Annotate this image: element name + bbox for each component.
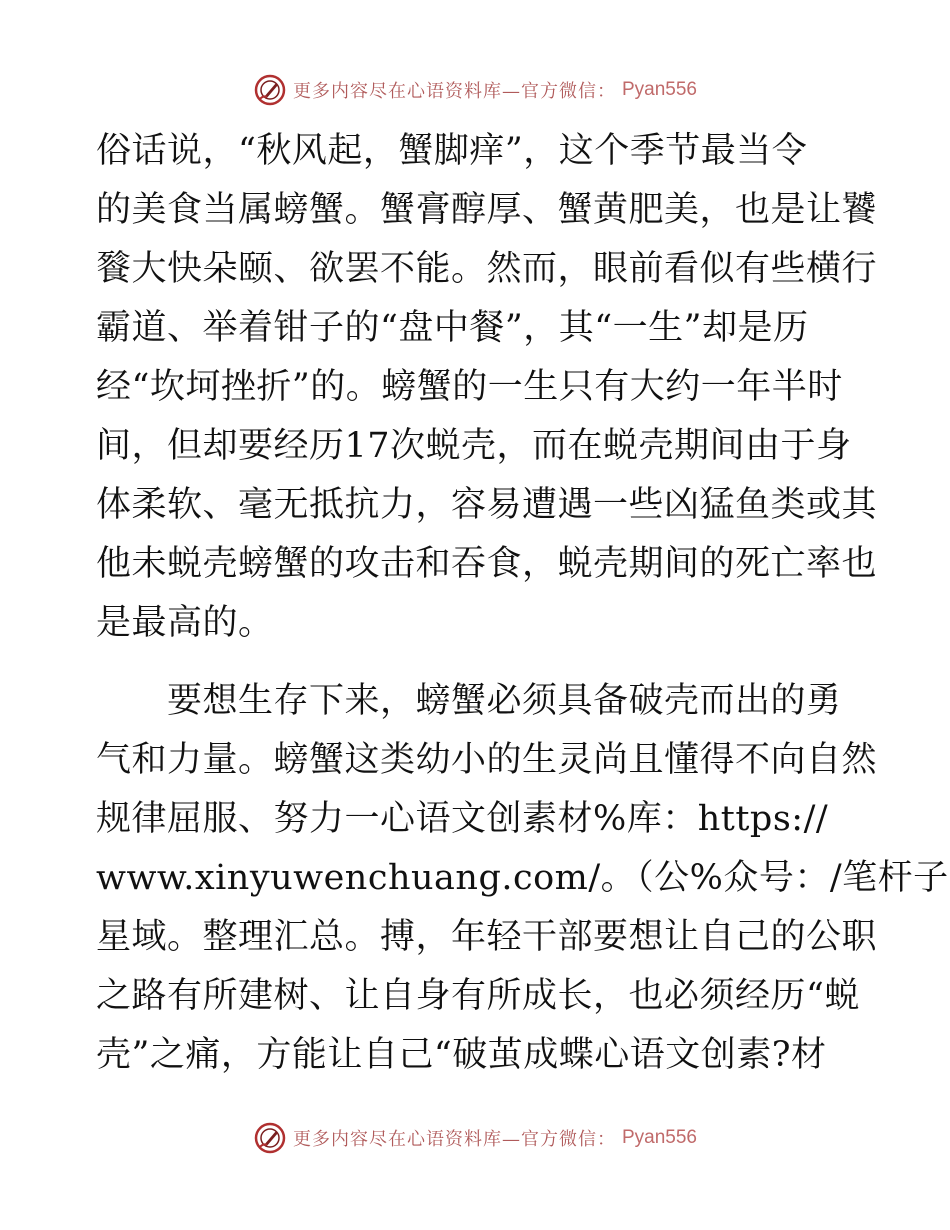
text-line: 他未蜕壳螃蟹的攻击和吞食，蜕壳期间的死亡率也 bbox=[96, 544, 878, 584]
footer-wechat-id: Pyan556 bbox=[621, 1127, 697, 1148]
paragraph-1 bbox=[96, 122, 878, 653]
text-line: 俗话说，“秋风起，蟹脚痒”，这个季节最当令 bbox=[96, 131, 808, 171]
text-line: 规律屈服、努力一心语文创素材%库：https:// bbox=[96, 799, 829, 839]
text-line: 经“坎坷挫折”的。螃蟹的一生只有大约一年半时 bbox=[96, 367, 843, 407]
text-line: 要想生存下来，螃蟹必须具备破壳而出的勇 bbox=[96, 681, 842, 721]
text-line: 壳”之痛，方能让自己“破茧成蝶心语文创素?材 bbox=[96, 1035, 827, 1075]
footer-banner bbox=[0, 1118, 950, 1158]
text-line: 间，但却要经历17次蜕壳，而在蜕壳期间由于身 bbox=[96, 426, 852, 466]
text-line: 之路有所建树、让自身有所成长，也必须经历“蜕 bbox=[96, 976, 860, 1016]
text-line: 星域。整理汇总。搏，年轻干部要想让自己的公职 bbox=[96, 917, 878, 957]
quill-logo-icon bbox=[253, 73, 287, 107]
header-wechat-id: Pyan556 bbox=[621, 79, 697, 100]
text-line: 霸道、举着钳子的“盘中餐”，其“一生”却是历 bbox=[96, 308, 809, 348]
text-line: www.xinyuwenchuang.com/。（公%众号：/笔杆子 bbox=[96, 858, 949, 898]
text-line: 体柔软、毫无抵抗力，容易遭遇一些凶猛鱼类或其 bbox=[96, 485, 878, 525]
text-line: 的美食当属螃蟹。蟹膏醇厚、蟹黄肥美，也是让饕 bbox=[96, 190, 878, 230]
header-banner-text: 更多内容尽在心语资料库—官方微信： bbox=[292, 81, 616, 102]
footer-banner-text: 更多内容尽在心语资料库—官方微信： bbox=[292, 1129, 616, 1150]
document-body bbox=[96, 122, 949, 1085]
text-line: 气和力量。螃蟹这类幼小的生灵尚且懂得不向自然 bbox=[96, 740, 878, 780]
paragraph-gap bbox=[96, 653, 856, 672]
text-line: 餮大快朵颐、欲罢不能。然而，眼前看似有些横行 bbox=[96, 249, 878, 289]
header-banner bbox=[0, 70, 950, 110]
paragraph-2 bbox=[96, 672, 949, 1085]
quill-logo-icon bbox=[253, 1121, 287, 1155]
text-line: 是最高的。 bbox=[96, 603, 274, 643]
